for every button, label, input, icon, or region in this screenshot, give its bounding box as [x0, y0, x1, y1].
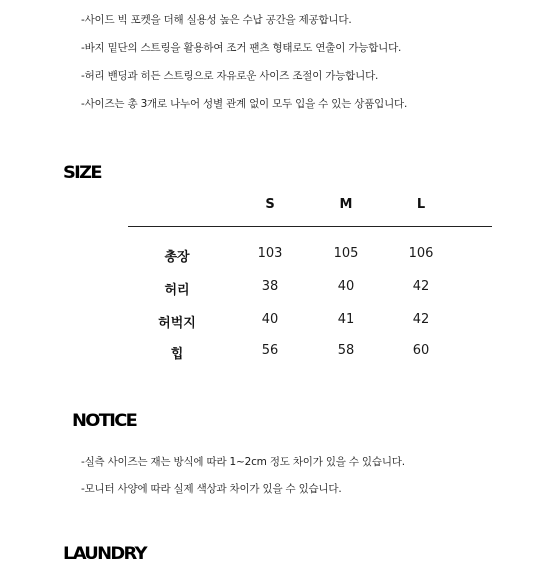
table-cell: 105 [333, 246, 359, 261]
size-column-m: M [339, 197, 353, 212]
feature-line: -바지 밑단의 스트링을 활용하여 조거 팬츠 형태로도 연출이 가능합니다. [81, 42, 402, 54]
row-label-length: 총장 [164, 250, 190, 265]
notice-line: -모니터 사양에 따라 실제 색상과 차이가 있을 수 있습니다. [81, 483, 342, 495]
table-cell: 106 [408, 246, 434, 261]
table-cell: 60 [412, 343, 430, 358]
table-cell: 56 [261, 343, 279, 358]
row-label-waist: 허리 [164, 283, 190, 298]
row-label-thigh: 허벅지 [158, 316, 196, 331]
table-cell: 42 [412, 312, 430, 327]
notice-line: -실측 사이즈는 재는 방식에 따라 1~2cm 정도 차이가 있을 수 있습니다. [81, 456, 405, 468]
size-column-s: S [265, 197, 275, 212]
table-divider [128, 226, 492, 227]
table-cell: 41 [337, 312, 355, 327]
feature-line: -사이즈는 총 3개로 나누어 성별 관계 없이 모두 입을 수 있는 상품입니다. [81, 98, 408, 110]
table-cell: 103 [257, 246, 283, 261]
table-cell: 38 [261, 279, 279, 294]
table-cell: 42 [412, 279, 430, 294]
size-column-l: L [416, 197, 426, 212]
table-cell: 40 [261, 312, 279, 327]
size-heading: SIZE [63, 163, 101, 183]
laundry-heading: LAUNDRY [63, 544, 146, 564]
table-cell: 40 [337, 279, 355, 294]
feature-line: -사이드 빅 포켓을 더해 실용성 높은 수납 공간을 제공합니다. [81, 14, 352, 26]
row-label-hip: 힙 [170, 347, 184, 362]
table-cell: 58 [337, 343, 355, 358]
feature-line: -허리 밴딩과 히든 스트링으로 자유로운 사이즈 조절이 가능합니다. [81, 70, 379, 82]
notice-heading: NOTICE [72, 411, 137, 431]
